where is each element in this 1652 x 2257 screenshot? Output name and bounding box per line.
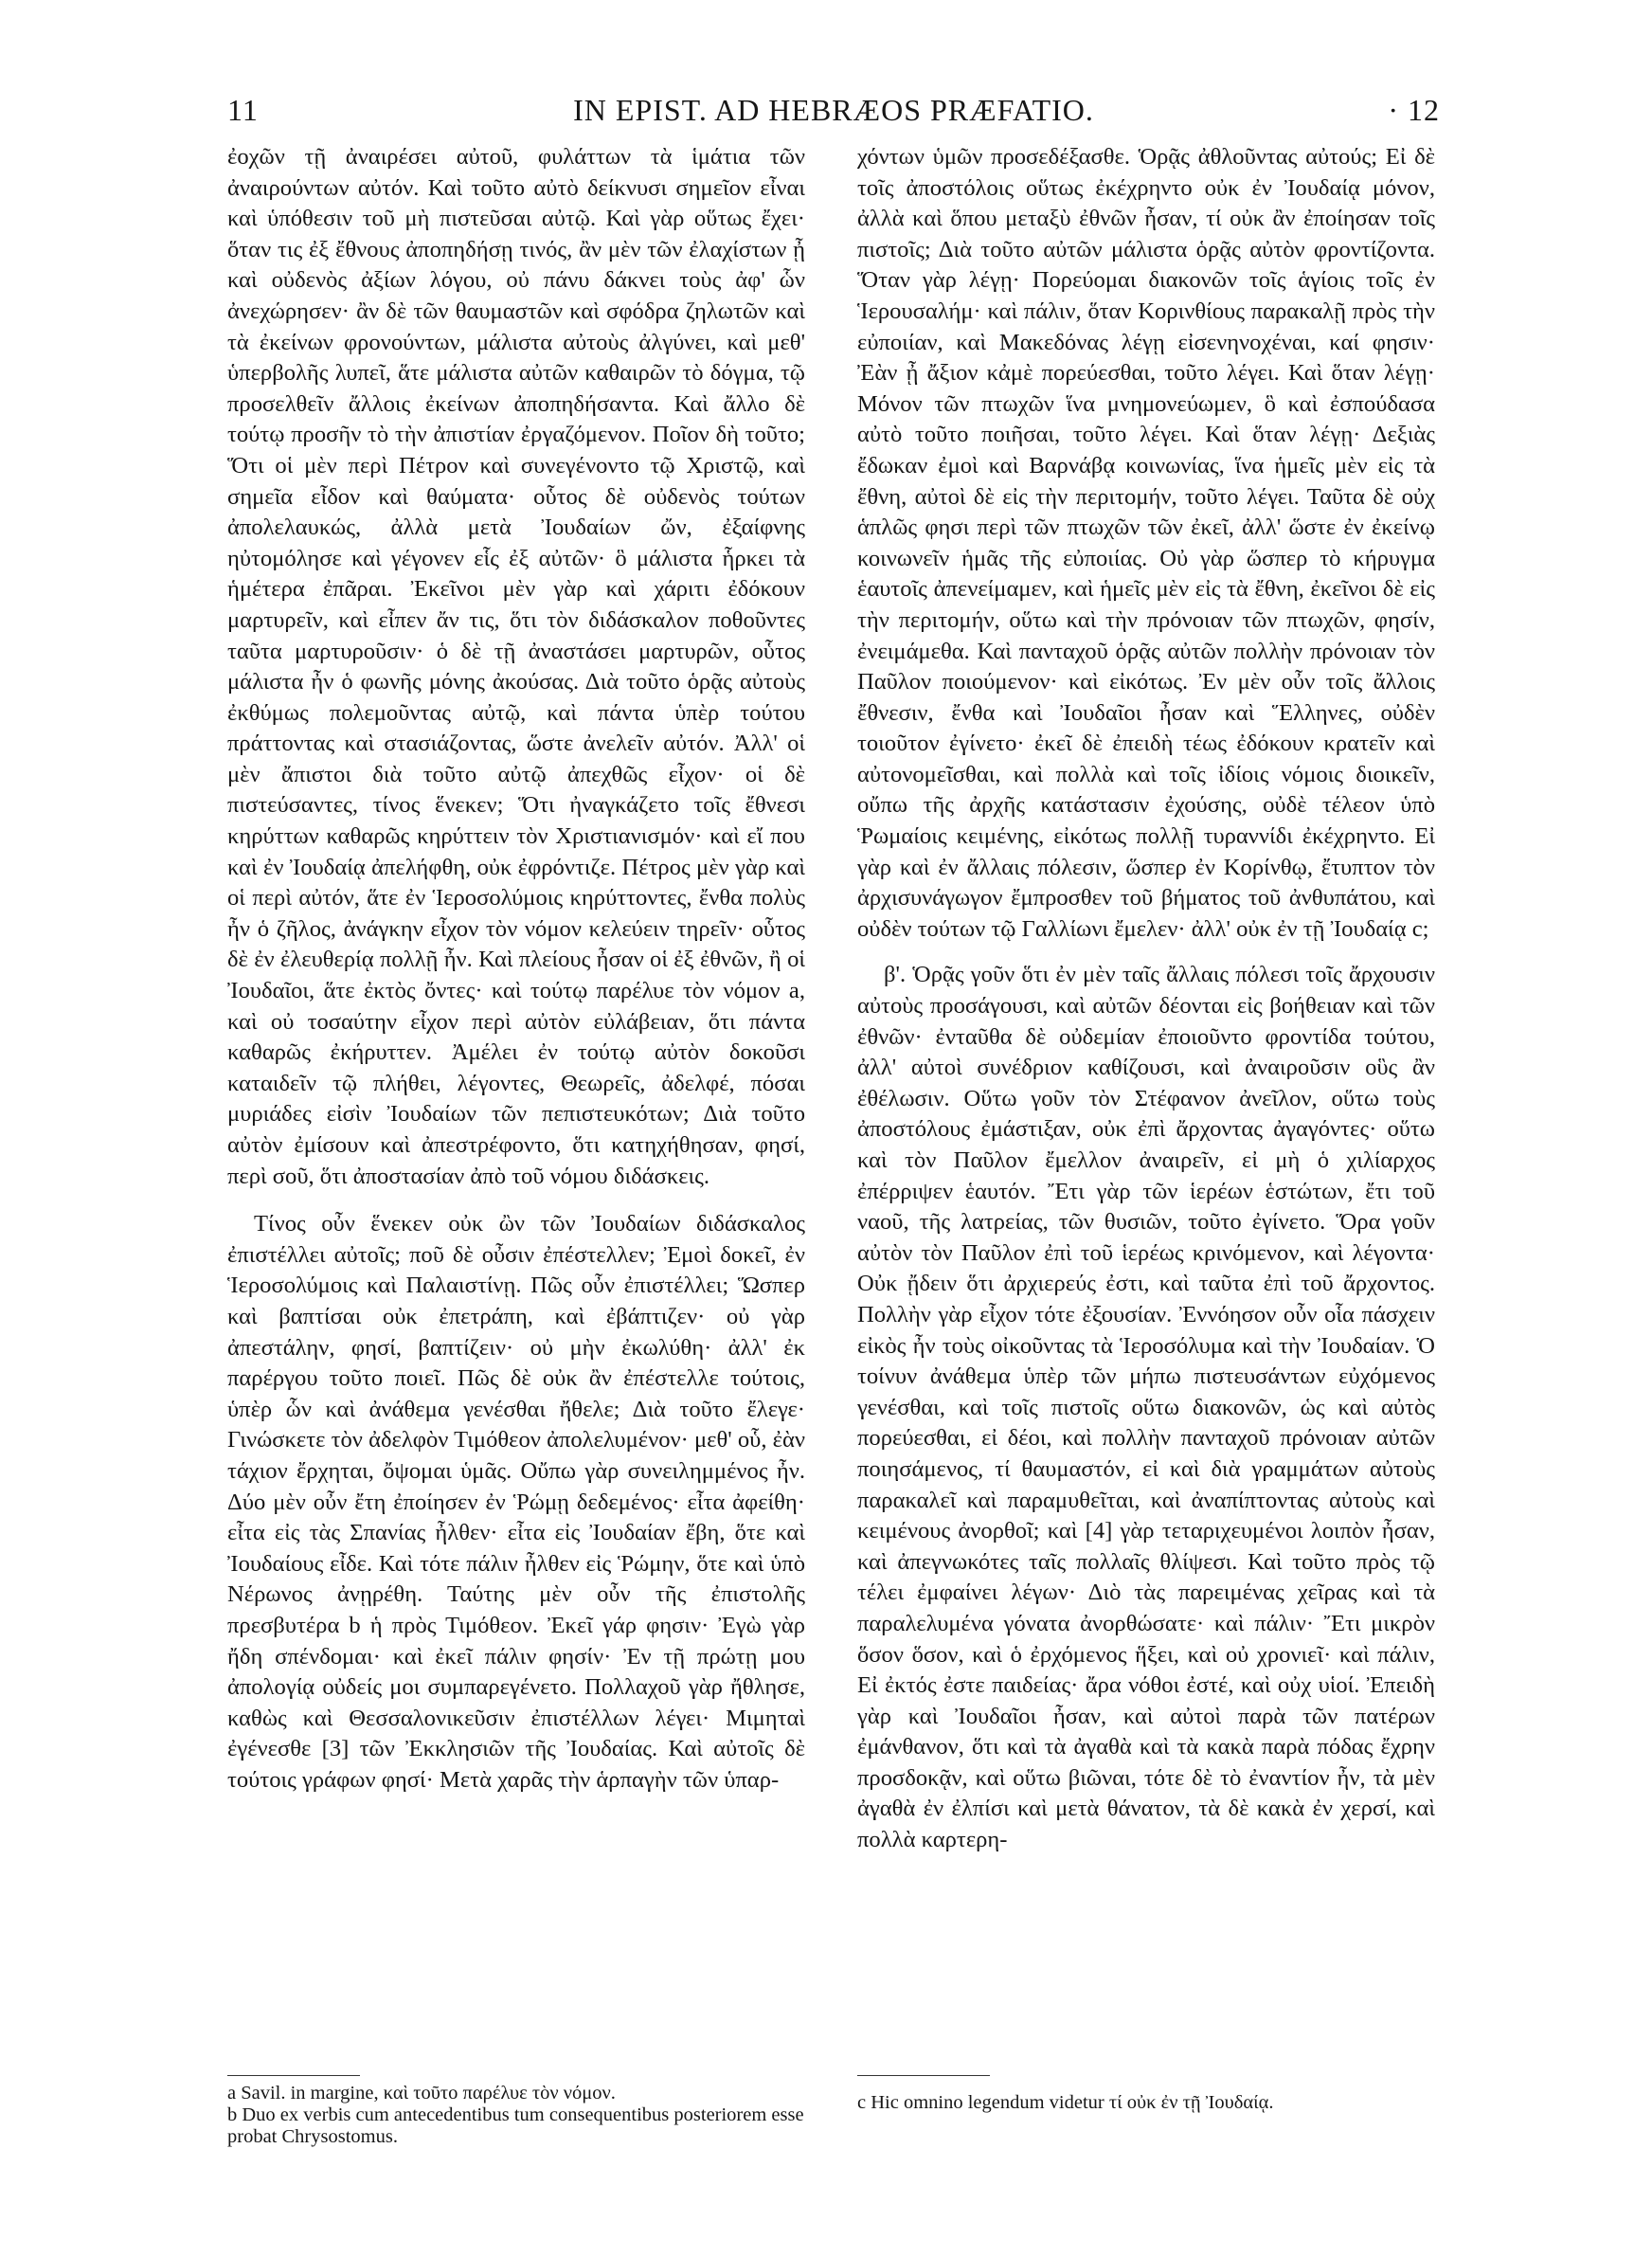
footnote-rule-left: [227, 2075, 360, 2076]
right-column: [857, 142, 1435, 1856]
right-paragraph-1: χόντων ὑμῶν προσεδέξασθε. Ὁρᾷς ἀθλοῦντας αὐτούς; Εἰ δὲ τοῖς ἀποστόλοις οὕτως ἐκέχρηντο οὐκ ἐν Ἰουδαίᾳ μόνον, ἀλλὰ καὶ ὅπου μεταξὺ ἐθνῶν ἦσαν, τί οὐκ ἂν ἐποίησαν τοῖς πιστοῖς; Διὰ τοῦτο αὐτῶν μάλιστα ὁρᾷς αὐτὸν φροντίζοντα. Ὅταν γὰρ λέγῃ· Πορεύομαι διακονῶν τοῖς ἁγίοις τοῖς ἐν Ἱερουσαλήμ· καὶ πάλιν, ὅταν Κορινθίους παρακαλῇ πρὸς τὴν εὐποιίαν, καὶ Μακεδόνας λέγῃ εἰσενηνοχέναι, καί φησιν· Ἐὰν ᾖ ἄξιον κἀμὲ πορεύεσθαι, τοῦτο λέγει. Καὶ ὅταν λέγῃ· Μόνον τῶν πτωχῶν ἵνα μνημονεύωμεν, ὃ καὶ ἐσπούδασα αὐτὸ τοῦτο ποιῆσαι, τοῦτο λέγει. Καὶ ὅταν λέγῃ· Δεξιὰς ἔδωκαν ἐμοὶ καὶ Βαρνάβᾳ κοινωνίας, ἵνα ἡμεῖς μὲν εἰς τὰ ἔθνη, αὐτοὶ δὲ εἰς τὴν περιτομήν, τοῦτο λέγει. Ταῦτα δὲ οὐχ ἁπλῶς φησι περὶ τῶν πτωχῶν τῶν ἐκεῖ, ἀλλ' ὥστε ἐν ἐκείνῳ κοινωνεῖν ἡμᾶς τῆς εὐποιίας. Οὐ γὰρ ὥσπερ τὸ κήρυγμα ἑαυτοῖς ἀπενείμαμεν, καὶ ἡμεῖς μὲν εἰς τὰ ἔθνη, ἐκεῖνοι δὲ εἰς τὴν περιτομήν, οὕτω καὶ τὴν πρόνοιαν τῶν πτωχῶν, φησίν, ἐνειμάμεθα. Καὶ πανταχοῦ ὁρᾷς αὐτῶν πολλὴν πρόνοιαν τὸν Παῦλον ποιούμενον· καὶ εἰκότως. Ἐν μὲν οὖν τοῖς ἄλλοις ἔθνεσιν, ἔνθα καὶ Ἰουδαῖοι ἦσαν καὶ Ἕλληνες, οὐδὲν τοιοῦτον ἐγίνετο· ἐκεῖ δὲ ἐπειδὴ τέως ἐδόκουν κρατεῖν καὶ αὐτονομεῖσθαι, καὶ πολλὰ καὶ τοῖς ἰδίοις νόμοις διοικεῖν, οὔπω τῆς ἀρχῆς κατάστασιν ἐχούσης, οὐδὲ τέλεον ὑπὸ Ῥωμαίοις κειμένης, εἰκότως πολλῇ τυραννίδι ἐκέχρηντο. Εἰ γὰρ καὶ ἐν ἄλλαις πόλεσιν, ὥσπερ ἐν Κορίνθῳ, ἔτυπτον τὸν ἀρχισυνάγωγον ἔμπροσθεν τοῦ βήματος τοῦ ἀνθυπάτου, καὶ οὐδὲν τούτων τῷ Γαλλίωνι ἔμελεν· ἀλλ' οὐκ ἐν τῇ Ἰουδαίᾳ c;: [857, 144, 1435, 942]
left-paragraph-2: Τίνος οὖν ἕνεκεν οὐκ ὢν τῶν Ἰουδαίων διδάσκαλος ἐπιστέλλει αὐτοῖς; ποῦ δὲ οὖσιν ἐπέστελλεν; Ἐμοὶ δοκεῖ, ἐν Ἱεροσολύμοις καὶ Παλαιστίνῃ. Πῶς οὖν ἐπιστέλλει; Ὥσπερ καὶ βαπτίσαι οὐκ ἐπετράπη, καὶ ἐβάπτιζεν· οὐ γὰρ ἀπεστάλην, φησί, βαπτίζειν· οὐ μὴν ἐκωλύθη· ἀλλ' ἐκ παρέργου τοῦτο ποιεῖ. Πῶς δὲ οὐκ ἂν ἐπέστελλε τούτοις, ὑπὲρ ὧν καὶ ἀνάθεμα γενέσθαι ἤθελε; Διὰ τοῦτο ἔλεγε· Γινώσκετε τὸν ἀδελφὸν Τιμόθεον ἀπολελυμένον· μεθ' οὗ, ἐὰν τάχιον ἔρχηται, ὄψομαι ὑμᾶς. Οὔπω γὰρ συνειλημμένος ἦν. Δύο μὲν οὖν ἔτη ἐποίησεν ἐν Ῥώμῃ δεδεμένος· εἶτα ἀφείθη· εἶτα εἰς τὰς Σπανίας ἦλθεν· εἶτα εἰς Ἰουδαίαν ἔβη, ὅτε καὶ Ἰουδαίους εἶδε. Καὶ τότε πάλιν ἦλθεν εἰς Ῥώμην, ὅτε καὶ ὑπὸ Νέρωνος ἀνῃρέθη. Ταύτης μὲν οὖν τῆς ἐπιστολῆς πρεσβυτέρα b ἡ πρὸς Τιμόθεον. Ἐκεῖ γάρ φησιν· Ἐγὼ γὰρ ἤδη σπένδομαι· καὶ ἐκεῖ πάλιν φησίν· Ἐν τῇ πρώτῃ μου ἀπολογίᾳ οὐδείς μοι συμπαρεγένετο. Πολλαχοῦ γὰρ ἤθλησε, καθὼς καὶ Θεσσαλονικεῦσιν ἐπιστέλλων λέγει· Μιμηταὶ ἐγένεσθε [3] τῶν Ἐκκλησιῶν τῆς Ἰουδαίας. Καὶ αὐτοῖς δὲ τούτοις γράφων φησί· Μετὰ χαρᾶς τὴν ἁρπαγὴν τῶν ὑπαρ-: [227, 1211, 805, 1793]
running-title: IN EPIST. AD HEBRÆOS PRÆFATIO.: [573, 93, 1094, 127]
running-header: [227, 87, 1440, 135]
footnotes-left: [227, 2083, 805, 2148]
page-number-left: 11: [227, 93, 259, 127]
right-paragraph-2: β'. Ὁρᾷς γοῦν ὅτι ἐν μὲν ταῖς ἄλλαις πόλεσι τοῖς ἄρχουσιν αὐτοὺς προσάγουσι, καὶ αὐτῶν δέονται εἰς βοήθειαν καὶ τῶν ἐθνῶν· ἐνταῦθα δὲ οὐδεμίαν ἐποιοῦντο φροντίδα τούτου, ἀλλ' αὐτοὶ συνέδριον καθίζουσι, καὶ ἀναιροῦσιν οὓς ἂν ἐθέλωσιν. Οὕτω γοῦν τὸν Στέφανον ἀνεῖλον, οὕτω τοὺς ἀποστόλους ἐμάστιξαν, οὐκ ἐπὶ ἄρχοντας ἀγαγόντες· οὕτω καὶ τὸν Παῦλον ἔμελλον ἀναιρεῖν, εἰ μὴ ὁ χιλίαρχος ἐπέρριψεν ἑαυτόν. Ἔτι γὰρ τῶν ἱερέων ἑστώτων, ἔτι τοῦ ναοῦ, τῆς λατρείας, τῶν θυσιῶν, τοῦτο ἐγίνετο. Ὅρα γοῦν αὐτὸν τὸν Παῦλον ἐπὶ τοῦ ἱερέως κρινόμενον, καὶ λέγοντα· Οὐκ ᾔδειν ὅτι ἀρχιερεύς ἐστι, καὶ ταῦτα ἐπὶ τοῦ ἄρχοντος. Πολλὴν γὰρ εἶχον τότε ἐξουσίαν. Ἐννόησον οὖν οἷα πάσχειν εἰκὸς ἦν τοὺς οἰκοῦντας τὰ Ἱεροσόλυμα καὶ τὴν Ἰουδαίαν. Ὁ τοίνυν ἀνάθεμα ὑπὲρ τῶν μήπω πιστευσάντων εὐχόμενος γενέσθαι, καὶ τοῖς πιστοῖς οὕτω διακονῶν, ὡς καὶ αὐτὸς πορεύεσθαι, εἰ δέοι, καὶ πολλὴν πανταχοῦ πρόνοιαν αὐτῶν ποιησάμενος, τί θαυμαστόν, εἰ καὶ διὰ γραμμάτων αὐτοὺς παρακαλεῖ καὶ παραμυθεῖται, καὶ ἀναπίπτοντας αὐτοὺς καὶ κειμένους ἀνορθοῖ; καὶ [4] γὰρ τεταριχευμένοι λοιπὸν ἦσαν, καὶ ἀπεγνωκότες ταῖς πολλαῖς θλίψεσι. Καὶ τοῦτο πρὸς τῷ τέλει ἐμφαίνει λέγων· Διὸ τὰς παρειμένας χεῖρας καὶ τὰ παραλελυμένα γόνατα ἀνορθώσατε· καὶ πάλιν· Ἔτι μικρὸν ὅσον ὅσον, καὶ ὁ ἐρχόμενος ἥξει, καὶ οὐ χρονιεῖ· καὶ πάλιν, Εἰ ἐκτός ἐστε παιδείας· ἄρα νόθοι ἐστέ, καὶ οὐχ υἱοί. Ἐπειδὴ γὰρ καὶ Ἰουδαῖοι ἦσαν, καὶ αὐτοὶ παρὰ τῶν πατέρων ἐμάνθανον, ὅτι καὶ τὰ ἀγαθὰ καὶ τὰ κακὰ παρὰ πόδας ἔχρην προσδοκᾷν, καὶ οὕτω βιῶναι, τότε δὲ τὸ ἐναντίον ἦν, τὰ μὲν ἀγαθὰ ἐν ἐλπίσι καὶ μετὰ θάνατον, τὰ δὲ κακὰ ἐν χερσί, καὶ πολλὰ καρτερη-: [857, 962, 1435, 1853]
left-column: [227, 142, 805, 1796]
footnotes-right: [857, 2092, 1435, 2114]
footnote-a: a Savil. in margine, καὶ τοῦτο παρέλυε τὸν νόμον.: [227, 2083, 616, 2104]
footnote-c: c Hic omnino legendum videtur τί οὐκ ἐν τῇ Ἰουδαίᾳ.: [857, 2092, 1274, 2113]
page-number-right: · 12: [1388, 93, 1440, 127]
left-paragraph-1: ἐοχῶν τῇ ἀναιρέσει αὐτοῦ, φυλάττων τὰ ἱμάτια τῶν ἀναιρούντων αὐτόν. Καὶ τοῦτο αὐτὸ δείκνυσι σημεῖον εἶναι καὶ ὑπόθεσιν τοῦ μὴ πιστεῦσαι αὐτῷ. Καὶ γὰρ οὕτως ἔχει· ὅταν τις ἐξ ἔθνους ἀποπηδήσῃ τινός, ἂν μὲν τῶν ἐλαχίστων ᾖ καὶ οὐδενὸς ἀξίων λόγου, οὐ πάνυ δάκνει τοὺς ἀφ' ὧν ἀνεχώρησεν· ἂν δὲ τῶν θαυμαστῶν καὶ σφόδρα ζηλωτῶν καὶ τὰ ἐκείνων φρονούντων, μάλιστα αὐτοὺς ἀλγύνει, καὶ μεθ' ὑπερβολῆς λυπεῖ, ἅτε μάλιστα αὐτῶν καθαιρῶν τὸ δόγμα, τῷ προσελθεῖν ἄλλοις ἐκείνων ἀποπηδήσαντα. Καὶ ἄλλο δὲ τούτῳ προσῆν τὸ τὴν ἀπιστίαν ἐργαζόμενον. Ποῖον δὴ τοῦτο; Ὅτι οἱ μὲν περὶ Πέτρον καὶ συνεγένοντο τῷ Χριστῷ, καὶ σημεῖα εἶδον καὶ θαύματα· οὗτος δὲ οὐδενὸς τούτων ἀπολελαυκώς, ἀλλὰ μετὰ Ἰουδαίων ὤν, ἐξαίφνης ηὐτομόλησε καὶ γέγονεν εἷς ἐξ αὐτῶν· ὃ μάλιστα ἧρκει τὰ ἡμέτερα ἐπᾶραι. Ἐκεῖνοι μὲν γὰρ καὶ χάριτι ἐδόκουν μαρτυρεῖν, καὶ εἶπεν ἄν τις, ὅτι τὸν διδάσκαλον ποθοῦντες ταῦτα μαρτυροῦσιν· ὁ δὲ τῇ ἀναστάσει μαρτυρῶν, οὗτος μάλιστα ἦν ὁ φωνῆς μόνης ἀκούσας. Διὰ τοῦτο ὁρᾷς αὐτοὺς ἐκθύμως πολεμοῦντας αὐτῷ, καὶ πάντα ὑπὲρ τούτου πράττοντας καὶ στασιάζοντας, ὥστε ἀνελεῖν αὐτόν. Ἀλλ' οἱ μὲν ἄπιστοι διὰ τοῦτο αὐτῷ ἀπεχθῶς εἶχον· οἱ δὲ πιστεύσαντες, τίνος ἕνεκεν; Ὅτι ἠναγκάζετο τοῖς ἔθνεσι κηρύττων καθαρῶς κηρύττειν τὸν Χριστιανισμόν· καὶ εἴ που καὶ ἐν Ἰουδαίᾳ ἀπελήφθη, οὐκ ἐφρόντιζε. Πέτρος μὲν γὰρ καὶ οἱ περὶ αὐτόν, ἅτε ἐν Ἱεροσολύμοις κηρύττοντες, ἔνθα πολὺς ἦν ὁ ζῆλος, ἀνάγκην εἶχον τὸν νόμον κελεύειν τηρεῖν· οὗτος δὲ ἐν ἐλευθερίᾳ πολλῇ ἦν. Καὶ πλείους ἦσαν οἱ ἐξ ἐθνῶν, ἢ οἱ Ἰουδαῖοι, ἅτε ἐκτὸς ὄντες· καὶ τούτῳ παρέλυε τὸν νόμον a, καὶ οὐ τοσαύτην εἶχον περὶ αὐτὸν εὐλάβειαν, ὅτι πάντα καθαρῶς ἐκήρυττεν. Ἀμέλει ἐν τούτῳ αὐτὸν δοκοῦσι καταιδεῖν τῷ πλήθει, λέγοντες, Θεωρεῖς, ἀδελφέ, πόσαι μυριάδες εἰσὶν Ἰουδαίων τῶν πεπιστευκότων; Διὰ τοῦτο αὐτὸν ἐμίσουν καὶ ἀπεστρέφοντο, ὅτι κατηχήθησαν, φησί, περὶ σοῦ, ὅτι ἀποστασίαν ἀπὸ τοῦ νόμου διδάσκεις.: [227, 144, 805, 1189]
footnote-b: b Duo ex verbis cum antecedentibus tum consequentibus posteriorem esse probat Chrysostomus.: [227, 2104, 804, 2147]
footnote-rule-right: [857, 2075, 990, 2076]
